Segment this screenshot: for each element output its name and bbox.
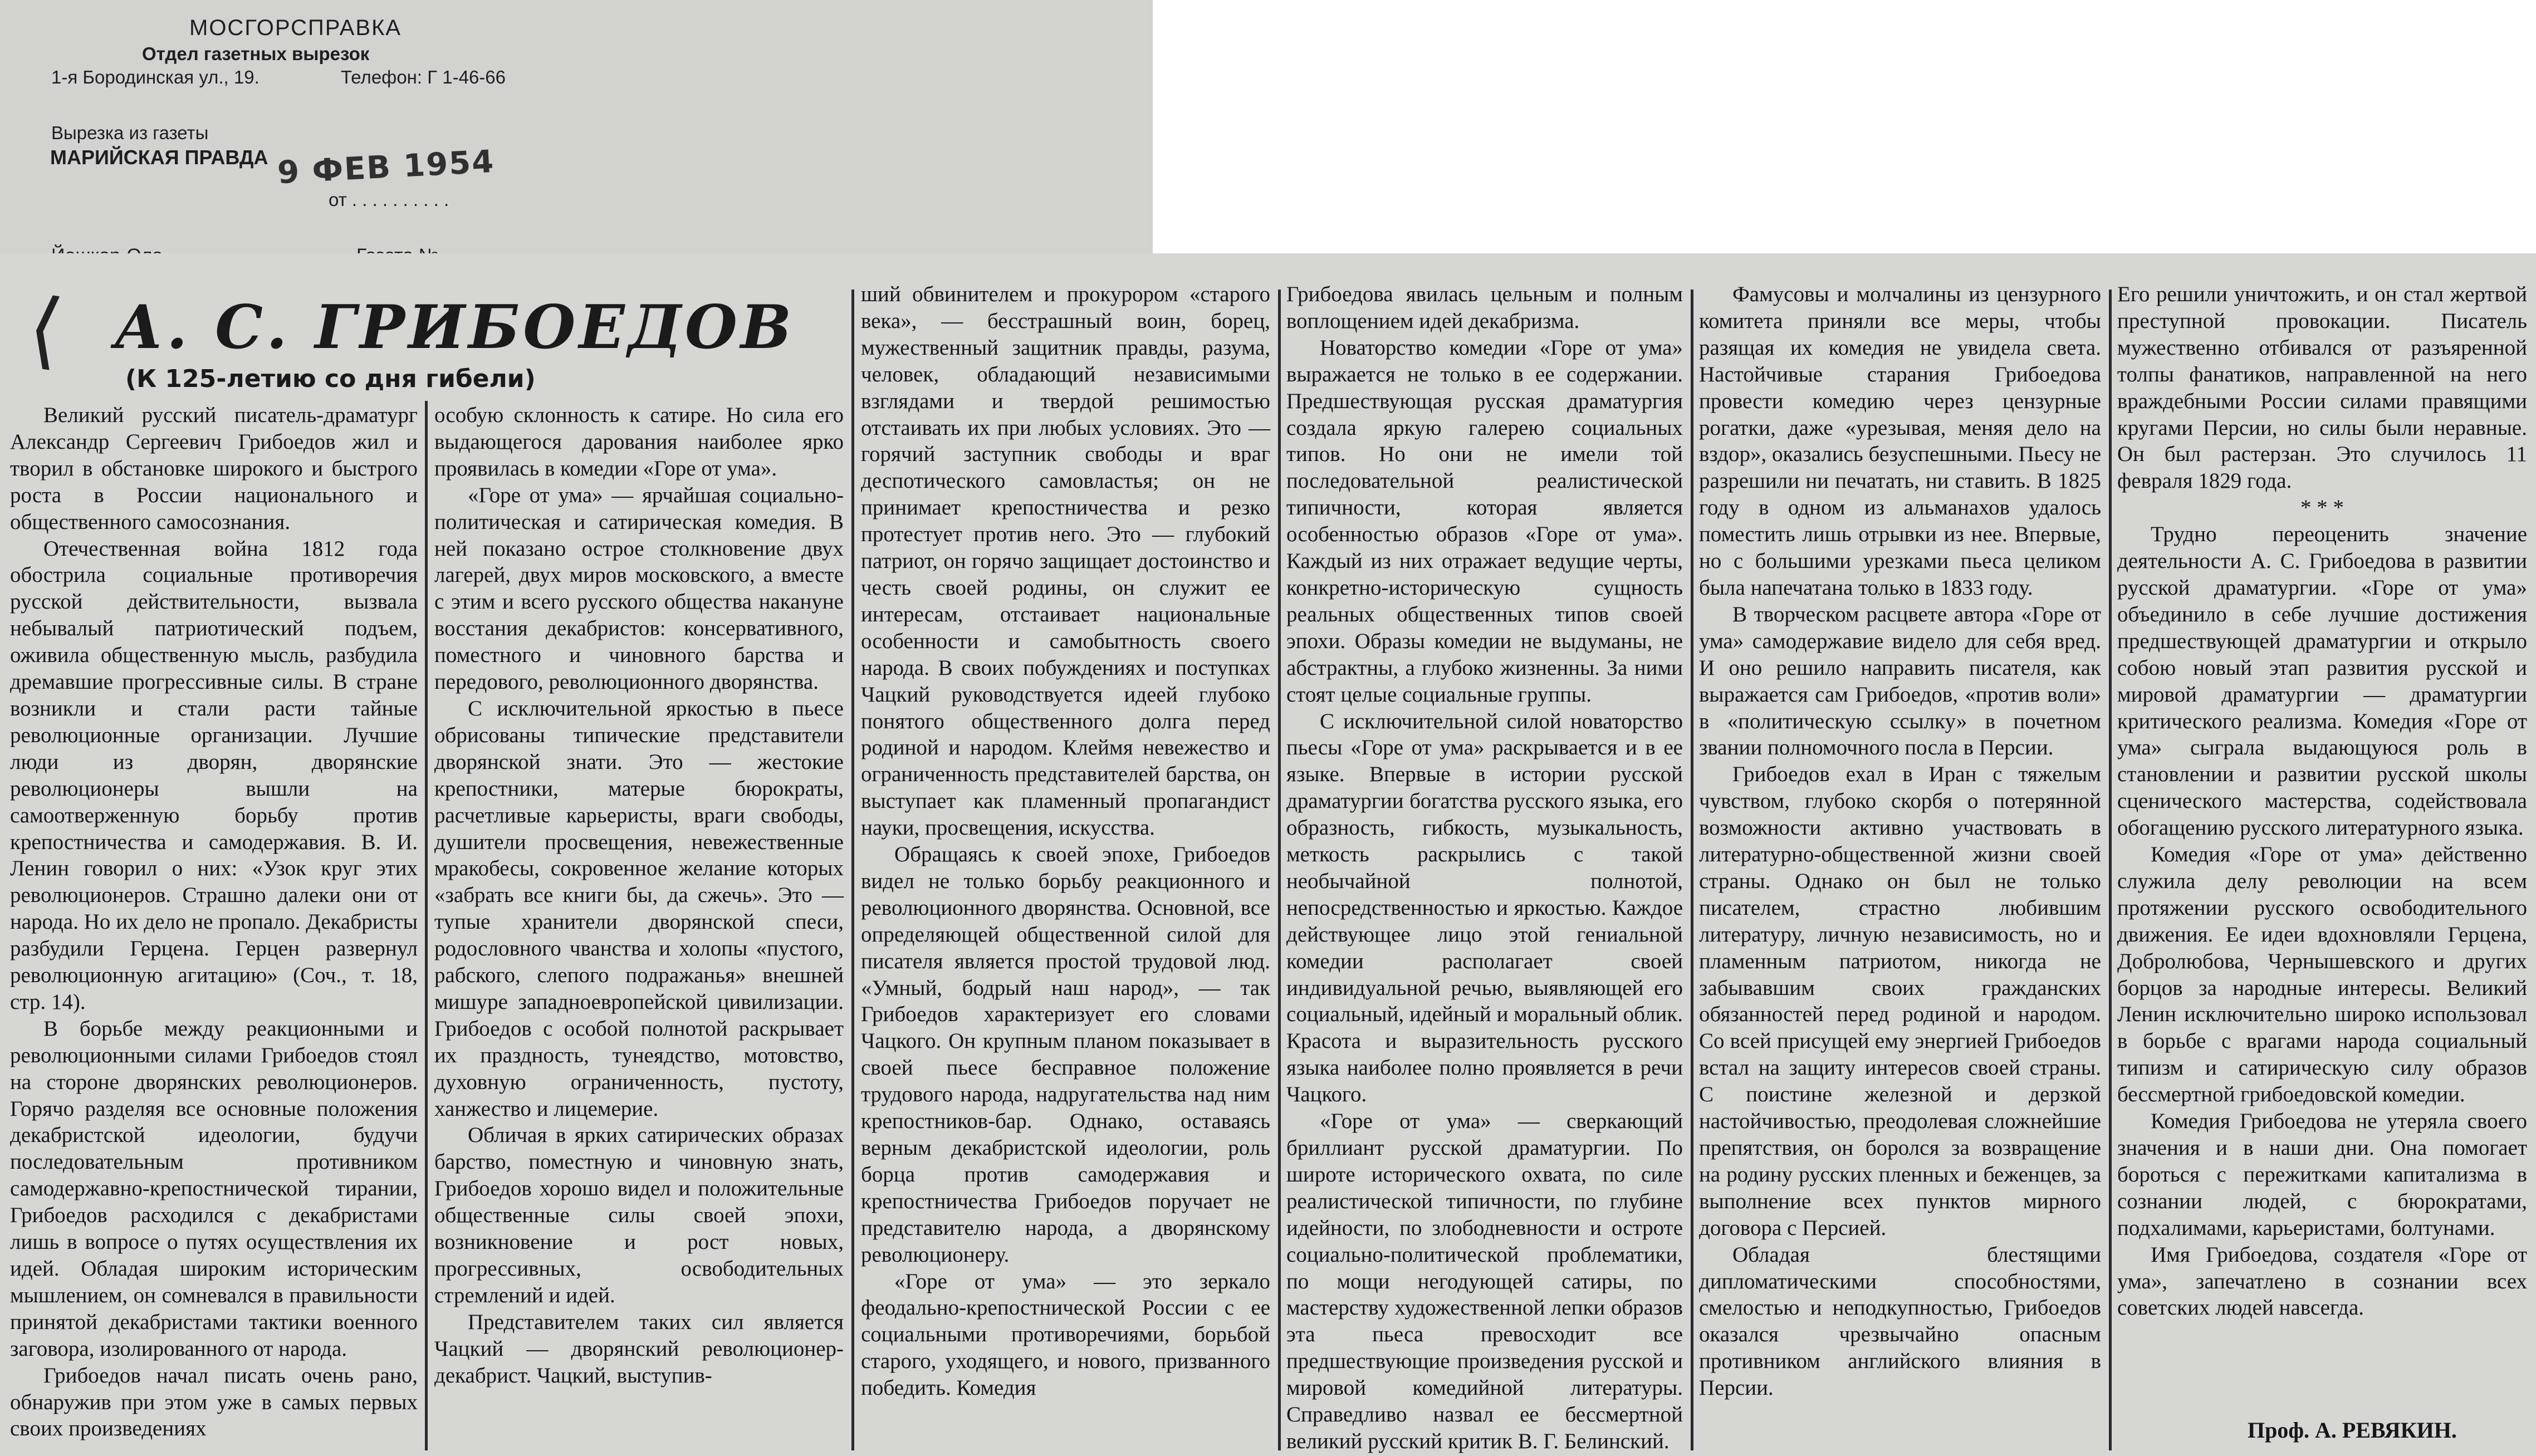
paragraph: Обладая блестящими дипломатическими способностями, смелостью и неподкупностью, Грибоедов оказался чрезвычайно опасным противником английского влияния в Персии.	[1699, 1242, 2101, 1400]
paragraph: Новаторство комедии «Горе от ума» выражается не только в ее содержании. Предшествующая русская драматургия создала яркую галерею социальных типов. Но они не имели той последовательной реалистической типичности, которая является особенностью образов «Горе от ума». Каждый из них отражает ведущие черты, конкретно-историческую сущность реальных общественных типов своей эпохи. Образы комедии не выдуманы, не абстрактны, а глубоко жизненны. За ними стоят целые социальные группы.	[1286, 335, 1683, 707]
column-rule	[2109, 290, 2112, 1450]
paragraph: Фамусовы и молчалины из цензурного комитета приняли все меры, чтобы разящая их комедия не увидела света. Настойчивые старания Грибоедова провести комедию через цензурные рогатки, даже «урезывая, меняя дело на вздор», оказались безуспешными. Пьесу не разрешили ни печатать, ни ставить. В 1825 году в одном из альманахов удалось поместить лишь отрывки из нее. Впервые, но с большими урезками пьеса целиком была напечатана только в 1833 году.	[1699, 282, 2101, 600]
article-column-3	[861, 281, 1270, 1401]
paragraph: Обличая в ярких сатирических образах барство, поместную и чиновную знать, Грибоедов хорошо видел и положительные общественные силы своей эпохи, возникновение и рост новых, прогрессивных, освободительных стремлений и идей.	[434, 1123, 844, 1307]
paragraph: Комедия «Горе от ума» действенно служила делу революции на всем протяжении русского освободительного движения. Ее идеи вдохновляли Герцена, Добролюбова, Чернышевского и других борцов за народные интересы. Великий Ленин исключительно широко использовал в борьбе с врагами народа социальный типизм и сатирическую силу образов бессмертной грибоедовской комедии.	[2117, 842, 2527, 1107]
paragraph: «Горе от ума» — сверкающий бриллиант русской драматургии. По широте исторического охвата, по силе реалистической типичности, по глубине идейности, по злободневности и остроте социально-политической проблематики, по мощи негодующей сатиры, по мастерству художественной лепки образов эта пьеса превосходит все предшествующие произведения русской и мировой комедийной литературы. Справедливо назвал ее бессмертной великий русский критик В. Г. Белинский.	[1286, 1109, 1683, 1453]
stamp-date: 9 ФЕВ 1954	[276, 143, 496, 192]
paragraph: С исключительной силой новаторство пьесы «Горе от ума» раскрывается и в ее языке. Впервые в истории русской драматургии богатства русского языка, его образность, гибкость, музыкальность, меткость раскрылись с такой необычайной полнотой, непосредственностью и яркостью. Каждое действующее лицо этой гениальной комедии располагает своей индивидуальной речью, выявляющей его социальный, идейный и моральный облик. Красота и выразительность русского языка наиболее полно проявляется в речи Чацкого.	[1286, 709, 1683, 1107]
paragraph: ший обвинителем и прокурором «старого века», — бесстрашный воин, борец, мужественный защитник правды, разума, человек, обладающий независимыми взглядами и твердой решимостью отстаивать их при любых условиях. Это — горячий заступник свободы и враг деспотического самовластья; он не принимает крепостничества и резко протестует против него. Это — глубокий патриот, он горячо защищает достоинство и честь своей родины, он служит ее интересам, отстаивает национальные особенности и самобытность своего народа. В своих побуждениях и поступках Чацкий руководствуется идеей глубоко понятого общественного долга перед родиной и народом. Клеймя невежество и ограниченность представителей барства, он выступает как пламенный пропагандист науки, просвещения, искусства.	[861, 282, 1270, 840]
article-column-4	[1286, 281, 1683, 1455]
paragraph: В борьбе между реакционными и революционными силами Грибоедов стоял на стороне дворянских революционеров. Горячо разделяя все основные положения декабристской идеологии, будучи последовательным противником самодержавно-крепостнической тирании, Грибоедов расходился с декабристами лишь в вопросе о путях осуществления их идей. Обладая широким историческим мышлением, он сомневался в правильности принятой декабристами тактики военного заговора, изолированного от народа.	[10, 1016, 418, 1361]
section-separator: * * *	[2300, 496, 2344, 520]
paragraph: Грибоедов ехал в Иран с тяжелым чувством, глубоко скорбя о потерянной возможности активно участвовать в литературно-общественной жизни своей страны. Однако он был не только писателем, страстно любившим литературу, личную независимость, но и пламенным патриотом, никогда не забывавшим своих гражданских обязанностей перед родиной и народом. Со всей присущей ему энергией Грибоедов встал на защиту интересов своей страны. С поистине железной и дерзкой настойчивостью, преодолевая сложнейшие препятствия, он боролся за возвращение на родину русских пленных и беженцев, за выполнение всех пунктов мирного договора с Персией.	[1699, 762, 2101, 1240]
paragraph: Отечественная война 1812 года обострила социальные противоречия русской действительности, вызвала небывалый патриотический подъем, оживила общественную мысль, разбудила дремавшие прогрессивные силы. В стране возникли и стали расти тайные революционные организации. Лучшие люди из дворян, дворянские революционеры вышли на самоотверженную борьбу против крепостничества и самодержавия. В. И. Ленин говорил о них: «Узок круг этих революционеров. Страшно далеки они от народа. Но их дело не пропало. Декабристы разбудили Герцена. Герцен развернул революционную агитацию» (Соч., т. 18, стр. 14).	[10, 536, 418, 1014]
paragraph: Великий русский писатель-драматург Александр Сергеевич Грибоедов жил и творил в обстановке широкого и быстрого роста в России национального и общественного самосознания.	[10, 403, 418, 534]
column-rule	[1278, 290, 1281, 1450]
article-column-5	[1699, 281, 2101, 1401]
paragraph: «Горе от ума» — это зеркало феодально-крепостнической России с ее социальными противоречиями, борьбой старого, уходящего, и нового, призванного победить. Комедия	[861, 1269, 1270, 1400]
pen-mark: ⟨	[22, 279, 68, 380]
paragraph: Представителем таких сил является Чацкий — дворянский революционер-декабрист. Чацкий, выступив-	[434, 1310, 844, 1388]
article-column-6	[2117, 281, 2527, 1321]
paragraph: «Горе от ума» — ярчайшая социально-политическая и сатирическая комедия. В ней показано острое столкновение двух лагерей, двух миров московского, а вместе с этим и всего русского общества накануне восстания декабристов: консервативного, поместного и чиновного барства и передового, революционного дворянства.	[434, 483, 844, 694]
paragraph: Трудно переоценить значение деятельности А. С. Грибоедова в развитии русской драматургии. «Горе от ума» объединило в себе лучшие достижения предшествующей драматургии и открыло собою новый этап развития русской и мировой драматургии — драматургии критического реализма. Комедия «Горе от ума» сыграла выдающуюся роль в становлении и развитии русской школы сценического мастерства, содействовала обогащению русского литературного языка.	[2117, 522, 2527, 840]
paragraph: В творческом расцвете автора «Горе от ума» самодержавие видело для себя вред. И оно решило направить писателя, как выражается сам Грибоедов, «против воли» в «политическую ссылку» в почетном звании полномочного посла в Персии.	[1699, 602, 2101, 760]
paragraph: особую склонность к сатире. Но сила его выдающегося дарования наиболее ярко проявилась в комедии «Горе от ума».	[434, 403, 844, 481]
stamp-dept: Отдел газетных вырезок	[142, 43, 370, 64]
paragraph: Обращаясь к своей эпохе, Грибоедов видел не только борьбу реакционного и революционного дворянства. Основной, все определяющей общественной силой для писателя является простой трудовой люд. «Умный, бодрый наш народ», — так Грибоедов характеризует его словами Чацкого. Он крупным планом показывает в своей пьесе бесправное положение трудового народа, надругательства над ним крепостников-бар. Однако, оставаясь верным декабристской идеологии, роль борца против самодержавия и крепостничества Грибоедов поручает не представителю народа, а дворянскому революционеру.	[861, 842, 1270, 1267]
article-subtitle: (К 125-летию со дня гибели)	[125, 365, 536, 393]
column-rule	[425, 401, 428, 1450]
paragraph: Грибоедова явилась цельным и полным воплощением идей декабризма.	[1286, 282, 1683, 333]
paragraph: С исключительной яркостью в пьесе обрисованы типические представители дворянской знати. Это — жестокие крепостники, матерые бюрократы, расчетливые карьеристы, враги свободы, душители просвещения, невежественные мракобесы, сокровенное желание которых «забрать все книги бы, да сжечь». Это — тупые хранители дворянской спеси, родословного чванства и холопы «пустого, рабского, слепого подражанья» внешней мишуре западноевропейской цивилизации. Грибоедов с особой полнотой раскрывает их праздность, тунеядство, мотовство, духовную ограниченность, пустоту, ханжество и лицемерие.	[434, 696, 844, 1121]
stamp-address: 1-я Бородинская ул., 19.	[51, 67, 260, 87]
clipping-bureau-stamp	[0, 0, 1153, 273]
stamp-newspaper: МАРИЙСКАЯ ПРАВДА	[50, 146, 268, 169]
paragraph: Имя Грибоедова, создателя «Горе от ума», запечатлено в сознании всех советских людей навсегда.	[2117, 1242, 2527, 1320]
article-column-2	[434, 402, 844, 1389]
stamp-phone: Телефон: Г 1-46-66	[341, 67, 506, 87]
paragraph: Грибоедов начал писать очень рано, обнаружив при этом уже в самых первых своих произведениях	[10, 1363, 418, 1441]
column-rule	[1691, 290, 1693, 1450]
stamp-clip-from: Вырезка из газеты	[51, 122, 209, 143]
author-signature: Проф. А. РЕВЯКИН.	[2248, 1418, 2457, 1443]
article-column-1	[10, 402, 418, 1442]
paragraph: Его решили уничтожить, и он стал жертвой преступной провокации. Писатель мужественно отбивался от разъяренной толпы фанатиков, направленной на него враждебными России силами правящими кругами Персии, но силы были неравные. Он был растерзан. Это случилось 11 февраля 1829 года.	[2117, 282, 2527, 493]
article-title: А. С. ГРИБОЕДОВ	[114, 292, 795, 362]
paragraph: Комедия Грибоедова не утеряла своего значения и в наши дни. Она помогает бороться с пережитками капитализма в сознании людей, с бюрократами, подхалимами, карьеристами, болтунами.	[2117, 1109, 2527, 1240]
stamp-from-label: от . . . . . . . . . .	[329, 189, 449, 210]
stamp-org: МОСГОРСПРАВКА	[189, 16, 402, 40]
column-rule	[851, 290, 854, 1450]
